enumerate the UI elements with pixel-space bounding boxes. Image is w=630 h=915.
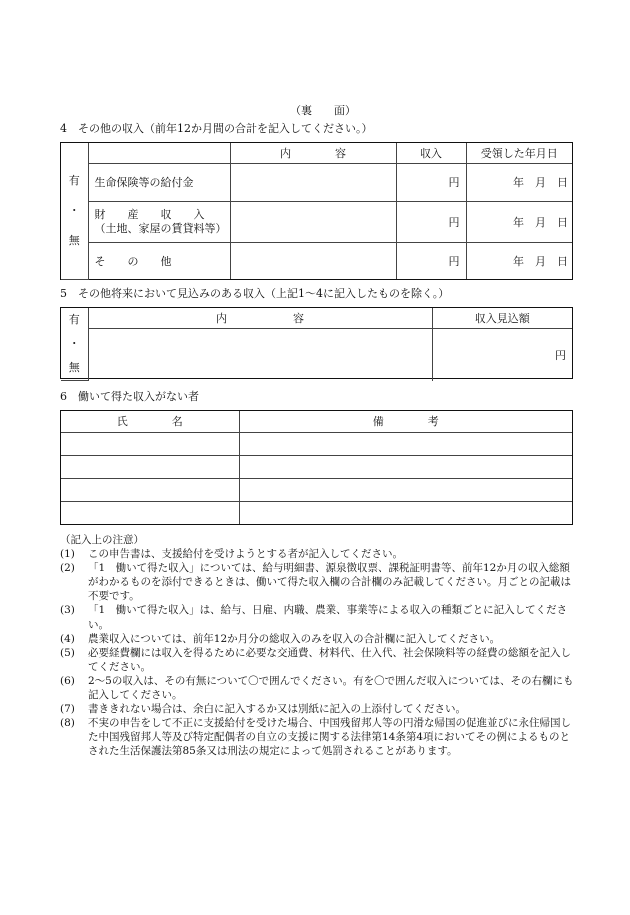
content-field[interactable] <box>230 163 396 201</box>
section5-table <box>60 307 573 379</box>
content-field[interactable] <box>230 201 396 242</box>
table-row <box>61 455 572 478</box>
row-label: 生命保険等の給付金 <box>88 163 230 201</box>
name-field[interactable] <box>61 432 239 455</box>
page-side-label: （裏 面） <box>290 104 356 117</box>
remarks-field[interactable] <box>239 432 572 455</box>
list-item: (2) 「1 働いて得た収入」については、給与明細書、源泉徴収票、課税証明書等、前年12か月の収入総額がわかるものを添付できるときは、働いて得た収入欄の合計欄のみ記載してください。月ごとの記載は不要です。 <box>60 562 571 603</box>
list-item: (4) 農業収入については、前年12か月分の総収入のみを収入の合計欄に記入してください。 <box>60 632 501 645</box>
name-field[interactable] <box>61 478 239 501</box>
section4-table <box>60 142 573 280</box>
list-item: (8) 不実の申告をして不正に支援給付を受けた場合、中国残留邦人等の円滑な帰国の促進並びに永住帰国した中国残留邦人等及び特定配偶者の自立の支援に関する法律第14条第4項においてその例によるものとされた生活保護法第85条又は刑法の規定によって処罰されることがあります。 <box>60 717 571 758</box>
content-field[interactable] <box>230 242 396 279</box>
list-item: (6) 2～5の収入は、その有無について〇で囲んでください。有を〇で囲んだ収入については、その右欄にも記入してください。 <box>60 674 574 702</box>
name-field[interactable] <box>61 455 239 478</box>
date-field[interactable]: 年 月 日 <box>466 242 572 279</box>
remarks-field[interactable] <box>239 478 572 501</box>
table-row <box>61 163 572 201</box>
date-field[interactable]: 年 月 日 <box>466 201 572 242</box>
table-row <box>61 242 572 279</box>
section5-header-amount: 収入見込額 <box>432 308 572 328</box>
row-label: 財 産 収 入 <box>94 207 205 221</box>
row-label: そ の 他 <box>88 242 230 279</box>
section6-title: 6 働いて得た収入がない者 <box>60 390 199 403</box>
row-sublabel: （土地、家屋の賃貸料等） <box>94 221 227 235</box>
section6-header-remarks: 備 考 <box>239 411 572 432</box>
income-field[interactable]: 円 <box>396 163 466 201</box>
notes-heading: （記入上の注意） <box>60 534 144 546</box>
table-row <box>61 478 572 501</box>
section4-header-content: 内 容 <box>230 143 396 163</box>
remarks-field[interactable] <box>239 455 572 478</box>
table-row <box>61 432 572 455</box>
name-field[interactable] <box>61 501 239 524</box>
list-item: (3) 「1 働いて得た収入」は、給与、日雇、内職、農業、事業等による収入の種類ごとに記入してください。 <box>60 604 568 631</box>
section4-header-date: 受領した年月日 <box>466 143 572 163</box>
remarks-field[interactable] <box>239 501 572 524</box>
list-item: (7) 書ききれない場合は、余白に記入するか又は別紙に記入の上添付してください。 <box>60 703 466 716</box>
section6-table <box>60 410 573 525</box>
content-field[interactable] <box>88 328 432 381</box>
section4-title: 4 その他の収入（前年12か月間の合計を記入してください。） <box>60 122 373 135</box>
table-row <box>61 201 572 242</box>
list-item: (1) この申告書は、支援給付を受けようとする者が記入してください。 <box>60 548 403 561</box>
date-field[interactable]: 年 月 日 <box>466 163 572 201</box>
section4-yes-no[interactable]: 有 ・ 無 <box>61 143 88 279</box>
section5-header-content: 内 容 <box>88 308 432 328</box>
income-field[interactable]: 円 <box>396 242 466 279</box>
amount-field[interactable]: 円 <box>432 328 572 381</box>
list-item: (5) 必要経費欄には収入を得るために必要な交通費、材料代、仕入代、社会保険料等の経費の総額を記入してください。 <box>60 646 571 673</box>
section5-yes-no[interactable]: 有 ・ 無 <box>61 308 88 381</box>
section4-header-income: 収入 <box>396 143 466 163</box>
section5-title: 5 その他将来において見込みのある収入（上記1～4に記入したものを除く。） <box>60 287 450 300</box>
table-row <box>61 501 572 524</box>
notes-section <box>60 533 578 759</box>
income-field[interactable]: 円 <box>396 201 466 242</box>
section6-header-name: 氏 名 <box>61 411 239 432</box>
